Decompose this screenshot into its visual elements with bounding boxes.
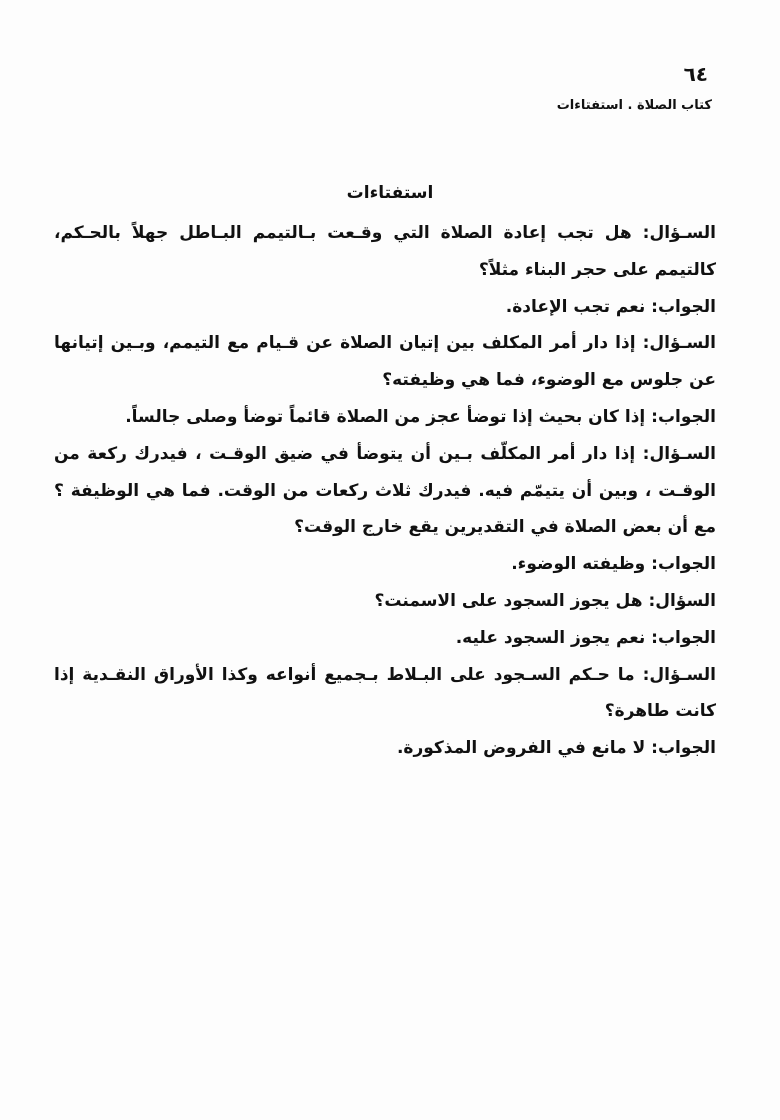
question-3: السـؤال: إذا دار أمر المكلّف بـين أن يتوضأ في ضيق الوقـت ، فيدرك ركعة من الوقـت ، وبين أن يتيمّم فيه. فيدرك ثلاث ركعات من الوقت. فما هي الوظيفة ؟ مع أن بعض الصلاة في التقديرين يقع خارج الوقت؟ (54, 443, 716, 538)
question-2: السـؤال: إذا دار أمر المكلف بين إتيان الصلاة عن قـيام مع التيمم، وبـين إتيانها عن جلوس مع الوضوء، فما هي وظيفته؟ (54, 333, 716, 391)
section-title: استفتاءات (346, 183, 434, 203)
page-number: ٦٤ (683, 62, 708, 86)
answer-2: الجواب: إذا كان بحيث إذا توضأ عجز من الصلاة قائماً توضأ وصلى جالساً. (125, 406, 716, 427)
question-5: السـؤال: ما حـكم السـجود على البـلاط بـجميع أنواعه وكذا الأوراق النقـدية إذا كانت طاهرة؟ (54, 664, 716, 722)
answer-4: الجواب: نعم يجوز السجود عليه. (455, 627, 716, 648)
running-header: كتاب الصلاة . استفتاءات (556, 98, 712, 113)
answer-3: الجواب: وظيفته الوضوء. (511, 554, 716, 575)
question-4: السؤال: هل يجوز السجود على الاسمنت؟ (374, 590, 716, 611)
body-text (54, 215, 716, 767)
answer-1: الجواب: نعم تجب الإعادة. (505, 296, 716, 317)
answer-5: الجواب: لا مانع في الفروض المذكورة. (396, 738, 716, 759)
question-1: السـؤال: هل تجب إعادة الصلاة التي وقـعت بـالتيمم البـاطل جهلاً بالحـكم، كالتيمم على حجر البناء مثلاً؟ (54, 223, 716, 280)
